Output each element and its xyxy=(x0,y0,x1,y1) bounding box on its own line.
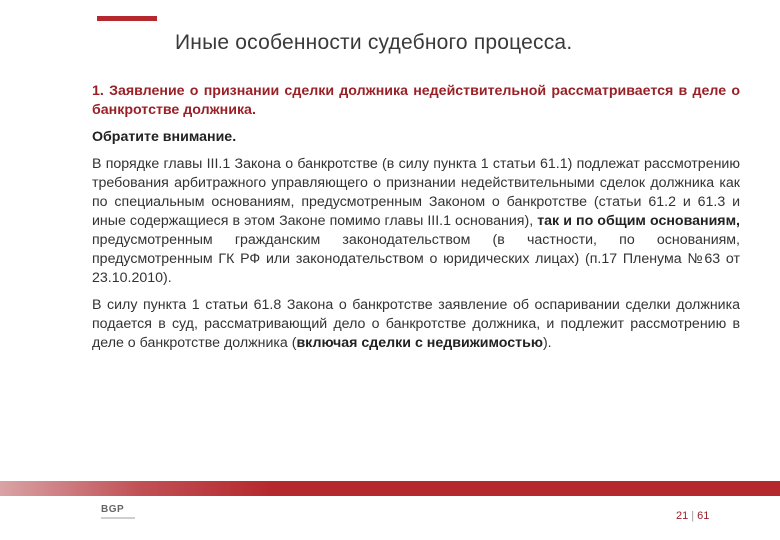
paragraph-2-text-a: В силу пункта 1 статьи 61.8 Закона о банкротстве заявление об оспаривании сделки должника подается в суд, рассматривающий дело о банкротстве должника, и подлежит рассмотрению в деле о банкротстве должника ( xyxy=(92,297,740,351)
footer-band-gradient xyxy=(0,481,780,496)
total-pages: 61 xyxy=(697,510,710,522)
slide-content xyxy=(92,82,740,361)
page-number xyxy=(676,510,709,522)
paragraph-2-text-b: ). xyxy=(542,335,552,351)
paragraph-1-text-a: В порядке главы III.1 Закона о банкротстве (в силу пункта 1 статьи 61.1) подлежат рассмотрению требования арбитражного управляющего о признании недействительными сделок должника как по специальным основаниям, предусмотренным Законом о банкротстве (статьи 61.2 и 61.3 и иные содержащиеся в этом Законе помимо главы III.1 основания), xyxy=(92,156,740,229)
current-page: 21 xyxy=(676,510,689,522)
paragraph-1-bold: так и по общим основаниям, xyxy=(537,213,741,229)
paragraph-1-text-b: предусмотренным гражданским законодательством (в частности, по основаниям, предусмотренным ГК РФ или законодательством о юридических лицах) (п.17 Пленума №63 от 23.10.2010). xyxy=(92,232,740,286)
top-accent-bar xyxy=(97,16,157,21)
slide-title: Иные особенности судебного процесса. xyxy=(175,31,573,54)
paragraph-1 xyxy=(92,155,740,288)
logo-underline xyxy=(101,517,135,519)
paragraph-2-bold: включая сделки с недвижимостью xyxy=(296,335,543,351)
note-label: Обратите внимание. xyxy=(92,129,237,145)
slide-heading: 1. Заявление о признании сделки должника недействительной рассматривается в деле о банкротстве должника. xyxy=(92,83,740,118)
paragraph-2 xyxy=(92,296,740,353)
page-separator: | xyxy=(691,510,695,522)
company-logo: BGP xyxy=(101,504,125,515)
